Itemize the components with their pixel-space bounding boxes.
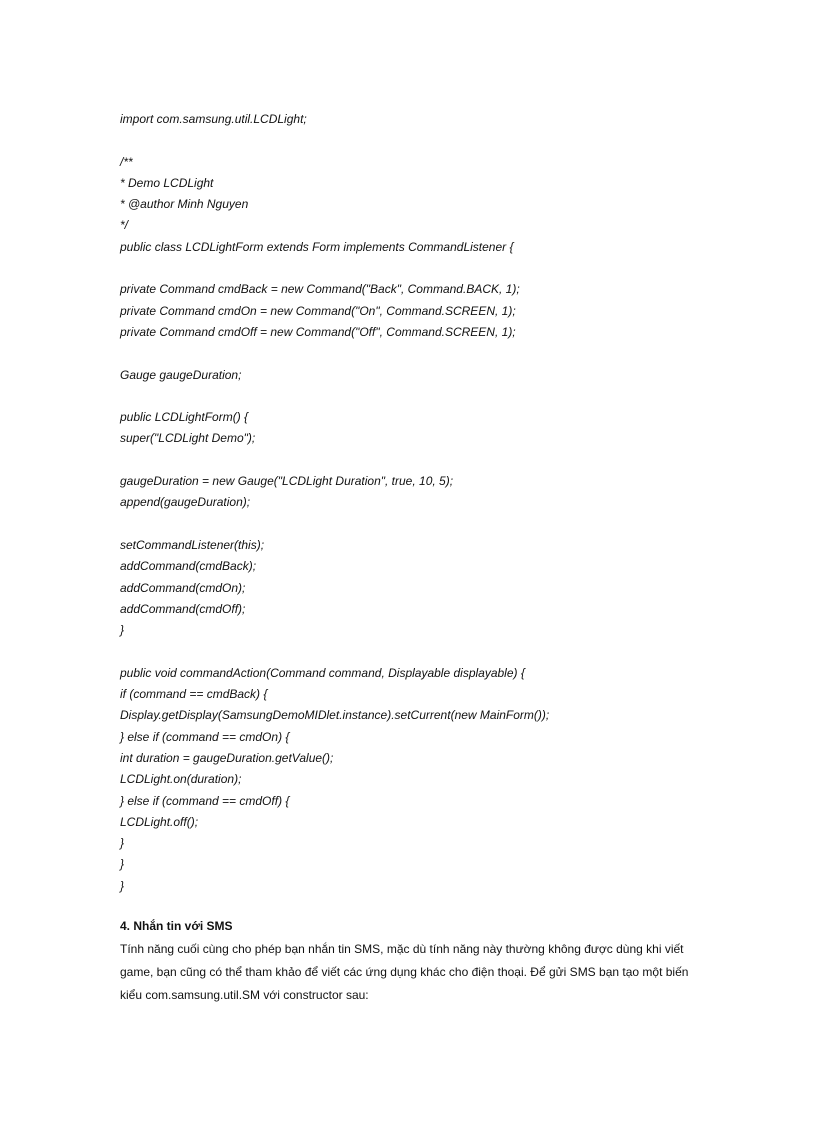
code-line: } xyxy=(120,878,125,893)
code-line: addCommand(cmdBack); xyxy=(120,559,257,574)
code-line: private Command cmdOff = new Command("Off", Command.SCREEN, 1); xyxy=(120,324,516,339)
code-line: } xyxy=(120,836,125,851)
code-line: public class LCDLightForm extends Form implements CommandListener { xyxy=(120,239,514,254)
code-line: Display.getDisplay(SamsungDemoMIDlet.instance).setCurrent(new MainForm()); xyxy=(120,708,550,723)
code-line: if (command == cmdBack) { xyxy=(120,687,268,702)
code-line: int duration = gaugeDuration.getValue(); xyxy=(120,750,334,765)
code-line: import com.samsung.util.LCDLight; xyxy=(120,112,307,126)
code-line: addCommand(cmdOff); xyxy=(120,601,246,616)
code-line xyxy=(120,258,760,279)
code-line: } xyxy=(120,857,125,872)
code-line: public void commandAction(Command command, Displayable displayable) { xyxy=(120,665,525,680)
code-line: append(gaugeDuration); xyxy=(120,495,251,510)
code-line: Gauge gaugeDuration; xyxy=(120,367,242,382)
code-line: LCDLight.on(duration); xyxy=(120,772,242,787)
code-line: } else if (command == cmdOn) { xyxy=(120,729,290,744)
code-line: } else if (command == cmdOff) { xyxy=(120,793,290,808)
paragraph-line: kiểu com.samsung.util.SM với constructor sau: xyxy=(120,988,369,1002)
paragraph-line: game, bạn cũng có thể tham khảo để viết các ứng dụng khác cho điện thoại. Để gửi SMS bạn tạo một biến xyxy=(120,965,689,979)
code-line xyxy=(120,130,760,151)
code-line xyxy=(120,514,760,535)
code-listing xyxy=(120,109,760,897)
code-line: addCommand(cmdOn); xyxy=(120,580,246,595)
code-line xyxy=(120,641,760,662)
code-line: */ xyxy=(120,218,129,233)
code-line: super("LCDLight Demo"); xyxy=(120,431,256,446)
code-line: gaugeDuration = new Gauge("LCDLight Duration", true, 10, 5); xyxy=(120,474,454,489)
section-heading: 4. Nhắn tin với SMS xyxy=(120,919,233,933)
code-line: /** xyxy=(120,154,133,169)
code-line: * Demo LCDLight xyxy=(120,175,214,190)
code-line: setCommandListener(this); xyxy=(120,537,265,552)
code-line: private Command cmdBack = new Command("Back", Command.BACK, 1); xyxy=(120,282,520,297)
code-line xyxy=(120,343,760,364)
code-line xyxy=(120,450,760,471)
code-line: public LCDLightForm() { xyxy=(120,410,249,425)
sms-section xyxy=(120,916,720,1007)
code-line xyxy=(120,386,760,407)
code-line: LCDLight.off(); xyxy=(120,814,199,829)
code-line: private Command cmdOn = new Command("On", Command.SCREEN, 1); xyxy=(120,303,516,318)
code-line: * @author Minh Nguyen xyxy=(120,197,249,212)
code-line: } xyxy=(120,623,125,638)
paragraph-line: Tính năng cuối cùng cho phép bạn nhắn tin SMS, mặc dù tính năng này thường không được dùng khi viết xyxy=(120,942,684,956)
